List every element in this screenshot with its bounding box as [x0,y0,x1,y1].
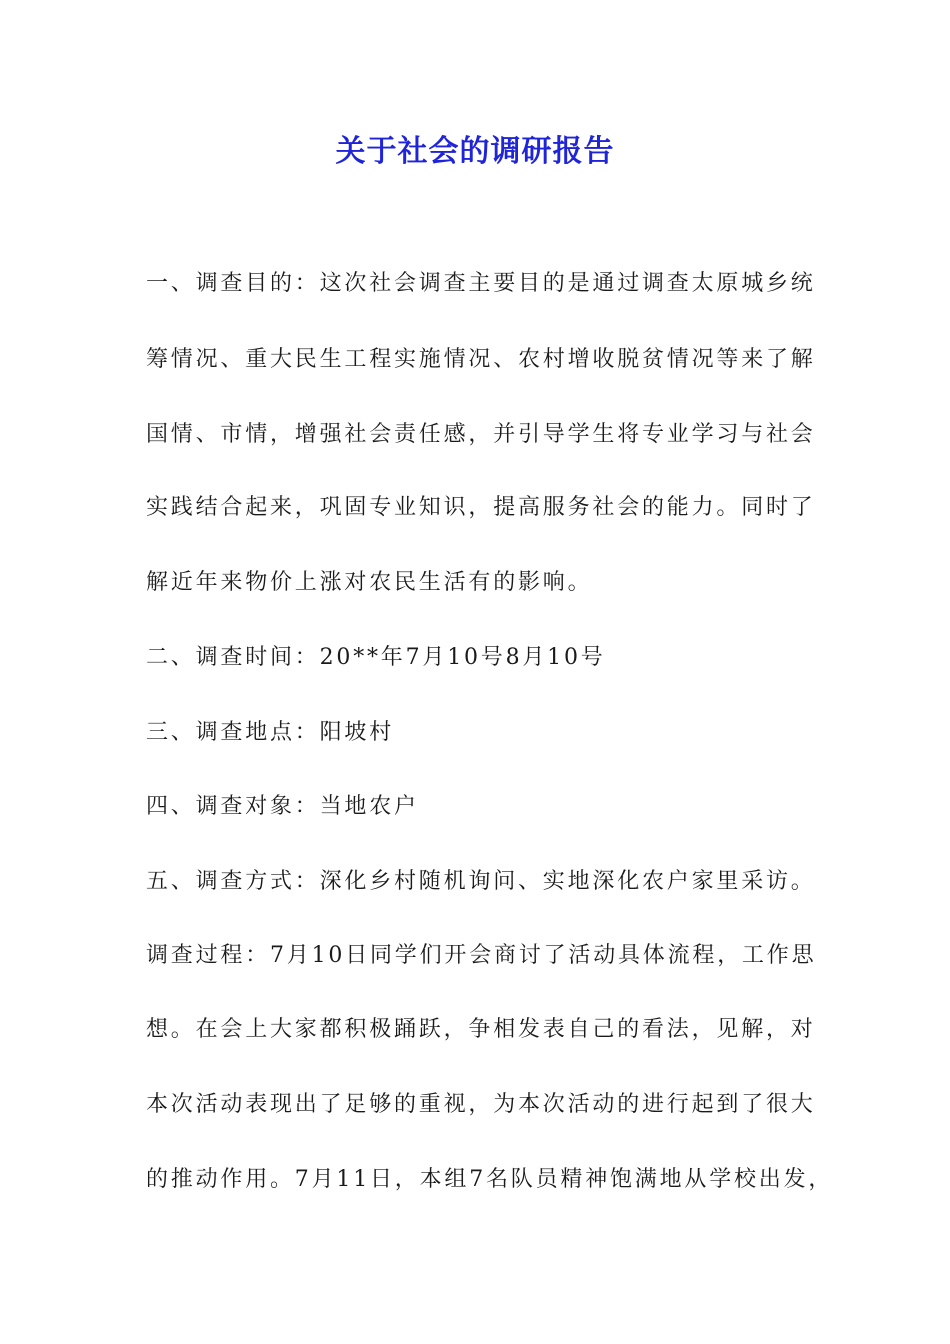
text-line: 国情、市情，增强社会责任感，并引导学生将专业学习与社会 [146,422,816,447]
text-line: 本次活动表现出了足够的重视，为本次活动的进行起到了很大 [146,1092,816,1117]
text-line: 筹情况、重大民生工程实施情况、农村增收脱贫情况等来了解 [146,347,816,372]
text-line: 想。在会上大家都积极踊跃，争相发表自己的看法，见解，对 [146,1017,816,1042]
document-title: 关于社会的调研报告 [335,134,615,169]
text-line: 二、调查时间：20**年7月10号8月10号 [146,645,606,670]
text-line: 五、调查方式：深化乡村随机询问、实地深化农户家里采访。 [146,869,816,894]
text-line: 实践结合起来，巩固专业知识，提高服务社会的能力。同时了 [146,495,816,520]
text-line: 的推动作用。7月11日，本组7名队员精神饱满地从学校出发， [146,1167,834,1192]
text-line: 解近年来物价上涨对农民生活有的影响。 [146,570,593,595]
text-line: 调查过程：7月10日同学们开会商讨了活动具体流程，工作思 [146,943,817,968]
text-line: 四、调查对象：当地农户 [146,794,419,819]
text-line: 一、调查目的：这次社会调查主要目的是通过调查太原城乡统 [146,271,816,296]
text-line: 三、调查地点：阳坡村 [146,720,395,745]
